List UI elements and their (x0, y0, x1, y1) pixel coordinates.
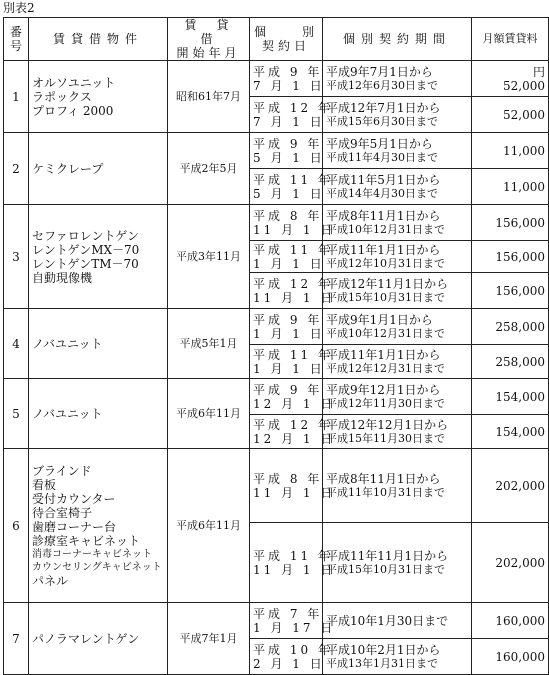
lease-items (29, 133, 168, 205)
contract-period: 平成11年5月1日から 平成14年4月30日まで (323, 169, 472, 205)
lease-items (29, 379, 168, 449)
contract-date: 平成 9 年 7 月 1 日 (250, 61, 323, 97)
lease-start-month: 平成7年1月 (168, 603, 250, 675)
contract-period: 平成8年11月1日から 平成11年10月31日まで (323, 449, 472, 523)
contract-date: 平成 11 年 1 月 1 日 (250, 241, 323, 273)
lease-start-month: 平成6年11月 (168, 449, 250, 603)
row-number: 4 (4, 309, 29, 379)
contract-date: 平成 11 年 11 月 1 日 (250, 523, 323, 603)
table-row (4, 379, 549, 415)
lease-item: ケミクレープ (32, 161, 104, 176)
table-row (4, 309, 549, 345)
contract-period: 平成12年12月1日から 平成15年11月30日まで (323, 415, 472, 449)
row-number: 7 (4, 603, 29, 675)
monthly-fee: 258,000 (472, 345, 549, 379)
table-row (4, 603, 549, 639)
lease-item: ラポックス (32, 89, 92, 104)
header-fee: 月額賃貸料 (472, 18, 549, 61)
lease-item: 待合室椅子 (32, 505, 93, 520)
contract-date: 平成 12 年 12 月 1 日 (250, 415, 323, 449)
table-row (4, 61, 549, 97)
row-number: 1 (4, 61, 29, 133)
monthly-fee: 11,000 (472, 169, 549, 205)
lease-item: 看板 (32, 477, 57, 492)
contract-period: 平成9年12月1日から 平成12年11月30日まで (323, 379, 472, 415)
contract-date: 平成 12 年 11 月 1 日 (250, 273, 323, 309)
contract-period: 平成11年1月1日から 平成12年12月31日まで (323, 345, 472, 379)
monthly-fee: 202,000 (472, 449, 549, 523)
lease-item: プロフィ 2000 (32, 103, 114, 118)
header-contract-date: 個 別 契約日 (250, 18, 323, 61)
monthly-fee: 156,000 (472, 241, 549, 273)
lease-item: オルソユニット (32, 75, 116, 90)
monthly-fee: 160,000 (472, 603, 549, 639)
monthly-fee: 154,000 (472, 415, 549, 449)
lease-start-month: 平成2年5月 (168, 133, 250, 205)
table-body (4, 61, 549, 675)
lease-item: セファロレントゲン (32, 228, 139, 243)
contract-period: 平成11年11月1日から 平成15年10月31日まで (323, 523, 472, 603)
lease-item: カウンセリングキャビネット (32, 561, 162, 573)
contract-date: 平成 9 年 12 月 1 日 (250, 379, 323, 415)
contract-date: 平成 8 年 11 月 1 日 (250, 205, 323, 241)
contract-period: 平成8年11月1日から 平成10年12月31日まで (323, 205, 472, 241)
lease-items (29, 449, 168, 603)
lease-item: 歯磨コーナー台 (32, 519, 117, 534)
table-row (4, 449, 549, 523)
monthly-fee: 156,000 (472, 205, 549, 241)
lease-item: 診療室キャビネット (32, 533, 141, 548)
header-item: 賃貸借物件 (29, 18, 168, 61)
lease-items (29, 205, 168, 309)
monthly-fee: 258,000 (472, 309, 549, 345)
lease-item: パネル (32, 573, 69, 588)
lease-item: ノバユニット (32, 336, 103, 351)
contract-date: 平成 8 年 11 月 1 日 (250, 449, 323, 523)
contract-date: 平成 12 年 7 月 1 日 (250, 97, 323, 133)
lease-item: 自動現像機 (32, 270, 93, 285)
lease-item: ノバユニット (32, 406, 103, 421)
contract-period: 平成12年7月1日から 平成15年6月30日まで (323, 97, 472, 133)
lease-item: レントゲンMX－70 (32, 242, 140, 257)
contract-period: 平成9年1月1日から 平成10年12月31日まで (323, 309, 472, 345)
contract-period: 平成9年5月1日から 平成11年4月30日まで (323, 133, 472, 169)
monthly-fee: 11,000 (472, 133, 549, 169)
document-title: 別表2 (3, 1, 35, 15)
lease-items (29, 61, 168, 133)
header-period: 個別契約期間 (323, 18, 472, 61)
monthly-fee: 52,000 (472, 97, 549, 133)
monthly-fee: 154,000 (472, 379, 549, 415)
lease-item: 受付カウンター (32, 491, 116, 506)
lease-item: レントゲンTM－70 (32, 256, 139, 271)
lease-item: パノラマレントゲン (32, 631, 140, 646)
monthly-fee: 202,000 (472, 523, 549, 603)
lease-start-month: 平成5年1月 (168, 309, 250, 379)
lease-table (3, 17, 549, 675)
row-number: 2 (4, 133, 29, 205)
row-number: 6 (4, 449, 29, 603)
lease-start-month: 平成3年11月 (168, 205, 250, 309)
lease-items (29, 603, 168, 675)
lease-item: ブラインド (32, 463, 92, 478)
contract-period: 平成12年11月1日から 平成15年10月31日まで (323, 273, 472, 309)
lease-item: 消毒コーナーキャビネット (32, 548, 152, 560)
contract-date: 平成 11 年 5 月 1 日 (250, 169, 323, 205)
contract-period: 平成10年1月30日まで (323, 603, 472, 639)
lease-items (29, 309, 168, 379)
lease-start-month: 平成6年11月 (168, 379, 250, 449)
contract-date: 平成 11 年 1 月 1 日 (250, 345, 323, 379)
header-row (4, 18, 549, 61)
header-no: 番号 (4, 18, 29, 61)
monthly-fee: 円 52,000 (472, 61, 549, 97)
contract-period: 平成9年7月1日から 平成12年6月30日まで (323, 61, 472, 97)
row-number: 5 (4, 379, 29, 449)
table-row (4, 205, 549, 241)
contract-date: 平成 7 年 1 月 17 日 (250, 603, 323, 639)
contract-period: 平成11年1月1日から 平成12年10月31日まで (323, 241, 472, 273)
contract-period: 平成10年2月1日から 平成13年1月31日まで (323, 639, 472, 675)
row-number: 3 (4, 205, 29, 309)
contract-date: 平成 9 年 5 月 1 日 (250, 133, 323, 169)
lease-start-month: 昭和61年7月 (168, 61, 250, 133)
contract-date: 平成 10 年 2 月 1 日 (250, 639, 323, 675)
contract-date: 平成 9 年 1 月 1 日 (250, 309, 323, 345)
monthly-fee: 160,000 (472, 639, 549, 675)
header-start: 賃 貸 借 開始年月 (168, 18, 250, 61)
fee-unit: 円 (532, 64, 545, 79)
monthly-fee: 156,000 (472, 273, 549, 309)
table-row (4, 133, 549, 169)
